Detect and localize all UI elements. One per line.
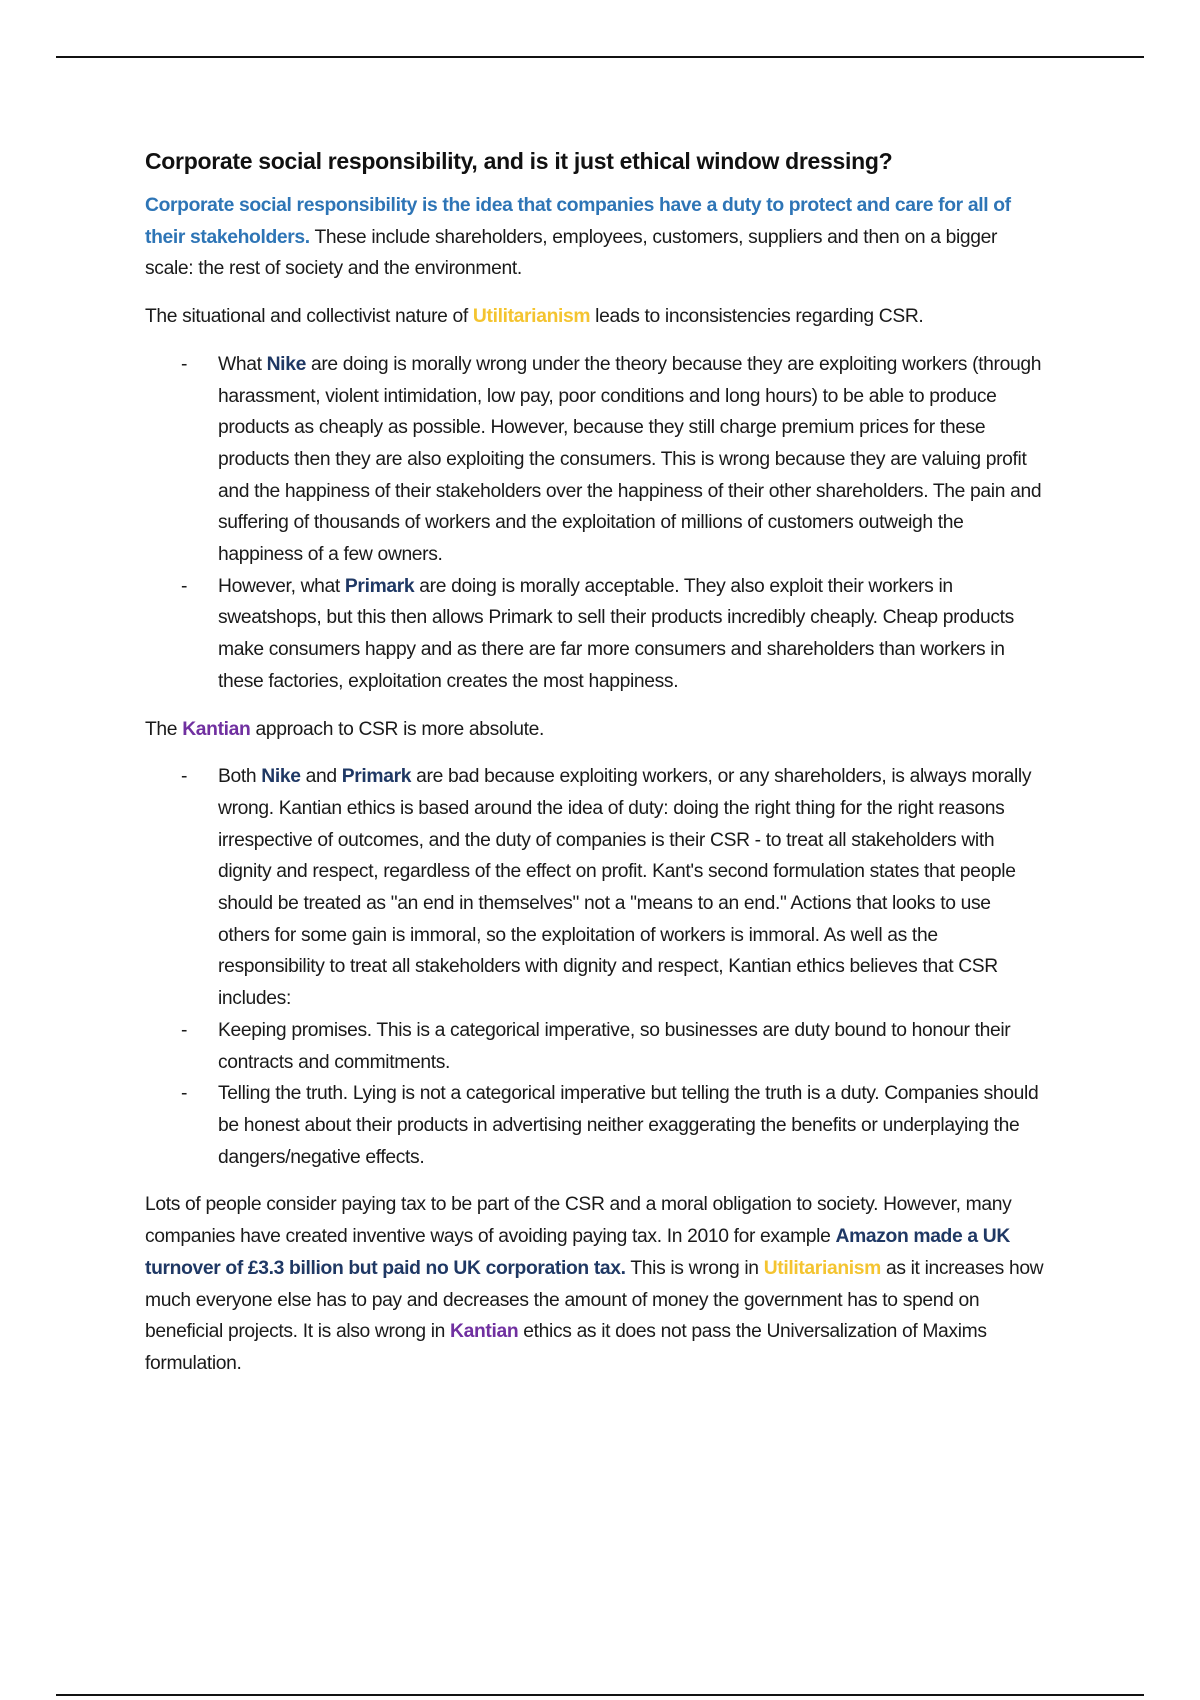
text: Both [218, 766, 262, 788]
paragraph-utilitarianism [145, 301, 1045, 333]
bottom-divider [56, 1694, 1144, 1696]
text: and [300, 766, 342, 788]
amazon-highlight: Amazon made a UK turnover of £3.3 billion but paid no UK corporation tax. [145, 1226, 1010, 1279]
top-divider [56, 56, 1144, 58]
definition-highlight: Corporate social responsibility is the idea that companies have a duty to protect and care for all of their stakeholders. [145, 195, 1011, 248]
text: What [218, 353, 267, 375]
text: are doing is morally wrong under the theory because they are exploiting workers (through harassment, violent intimidation, low pay, poor conditions and long hours) to be able to produce products as cheaply as possible. However, because they still charge premium prices for these products then they are also exploiting the consumers. This is wrong because they are valuing profit and the happiness of their stakeholders over the happiness of their other shareholders. The pain and suffering of thousands of workers and the exploitation of millions of customers outweigh the happiness of a few owners. [218, 353, 1042, 566]
primark-highlight: Primark [341, 766, 412, 788]
dash-bullet: - [181, 766, 188, 788]
nike-highlight: Nike [261, 766, 301, 788]
dash-bullet: - [181, 575, 188, 597]
utilitarianism-highlight: Utilitarianism [763, 1257, 881, 1279]
text: Lots of people consider paying tax to be part of the CSR and a moral obligation to society. However, many companies have created inventive ways of avoiding paying tax. In 2010 for example [145, 1194, 1012, 1248]
paragraph-kantian [145, 714, 1045, 746]
list-item [145, 571, 1045, 698]
list-item [145, 761, 1045, 1015]
text: Telling the truth. Lying is not a categorical imperative but telling the truth is a duty. Companies should be honest about their products in advertising neither exaggerating the benefits or underplaying the dangers/negative effects. [218, 1083, 1039, 1168]
list-item [145, 1078, 1045, 1173]
text: are bad because exploiting workers, or any shareholders, is always morally wrong. Kantian ethics is based around the idea of duty: doing the right thing for the right reasons irrespective of outcomes, and the duty of companies is their CSR - to treat all stakeholders with dignity and respect, regardless of the effect on profit. Kant's second formulation states that people should be treated as "an end in themselves" not a "means to an end." Actions that looks to use others for some gain is immoral, so the exploitation of workers is immoral. As well as the responsibility to treat all stakeholders with dignity and respect, Kantian ethics believes that CSR includes: [218, 766, 1032, 1010]
dash-bullet: - [181, 1083, 188, 1105]
text: However, what [218, 575, 345, 597]
text: leads to inconsistencies regarding CSR. [590, 306, 924, 328]
utilitarian-list [145, 349, 1045, 698]
kantian-highlight: Kantian [450, 1321, 519, 1343]
paragraph-tax [145, 1189, 1045, 1379]
paragraph-definition [145, 190, 1045, 285]
kantian-list [145, 761, 1045, 1173]
text: Keeping promises. This is a categorical imperative, so businesses are duty bound to honour their contracts and commitments. [218, 1019, 1011, 1073]
text: approach to CSR is more absolute. [250, 718, 544, 740]
document-title: Corporate social responsibility, and is it just ethical window dressing? [145, 148, 893, 174]
dash-bullet: - [181, 1019, 188, 1041]
text: ethics as it does not pass the Universalization of Maxims formulation. [145, 1321, 987, 1374]
text: These include shareholders, employees, customers, suppliers and then on a bigger scale: the rest of society and the environment. [145, 226, 998, 280]
primark-highlight: Primark [344, 575, 415, 597]
text: as it increases how much everyone else has to pay and decreases the amount of money the government has to spend on beneficial projects. It is also wrong in [145, 1257, 1044, 1343]
list-item [145, 349, 1045, 571]
text: The [145, 718, 183, 740]
dash-bullet: - [181, 353, 188, 375]
text: are doing is morally acceptable. They also exploit their workers in sweatshops, but this then allows Primark to sell their products incredibly cheaply. Cheap products make consumers happy and as there are far more consumers and shareholders than workers in these factories, exploitation creates the most happiness. [218, 575, 1014, 692]
list-item [145, 1015, 1045, 1078]
utilitarianism-highlight: Utilitarianism [472, 306, 591, 328]
document-body [145, 146, 1045, 1396]
text: The situational and collectivist nature of [145, 306, 473, 328]
nike-highlight: Nike [266, 353, 306, 375]
kantian-highlight: Kantian [182, 718, 251, 740]
text: This is wrong in [625, 1257, 764, 1279]
